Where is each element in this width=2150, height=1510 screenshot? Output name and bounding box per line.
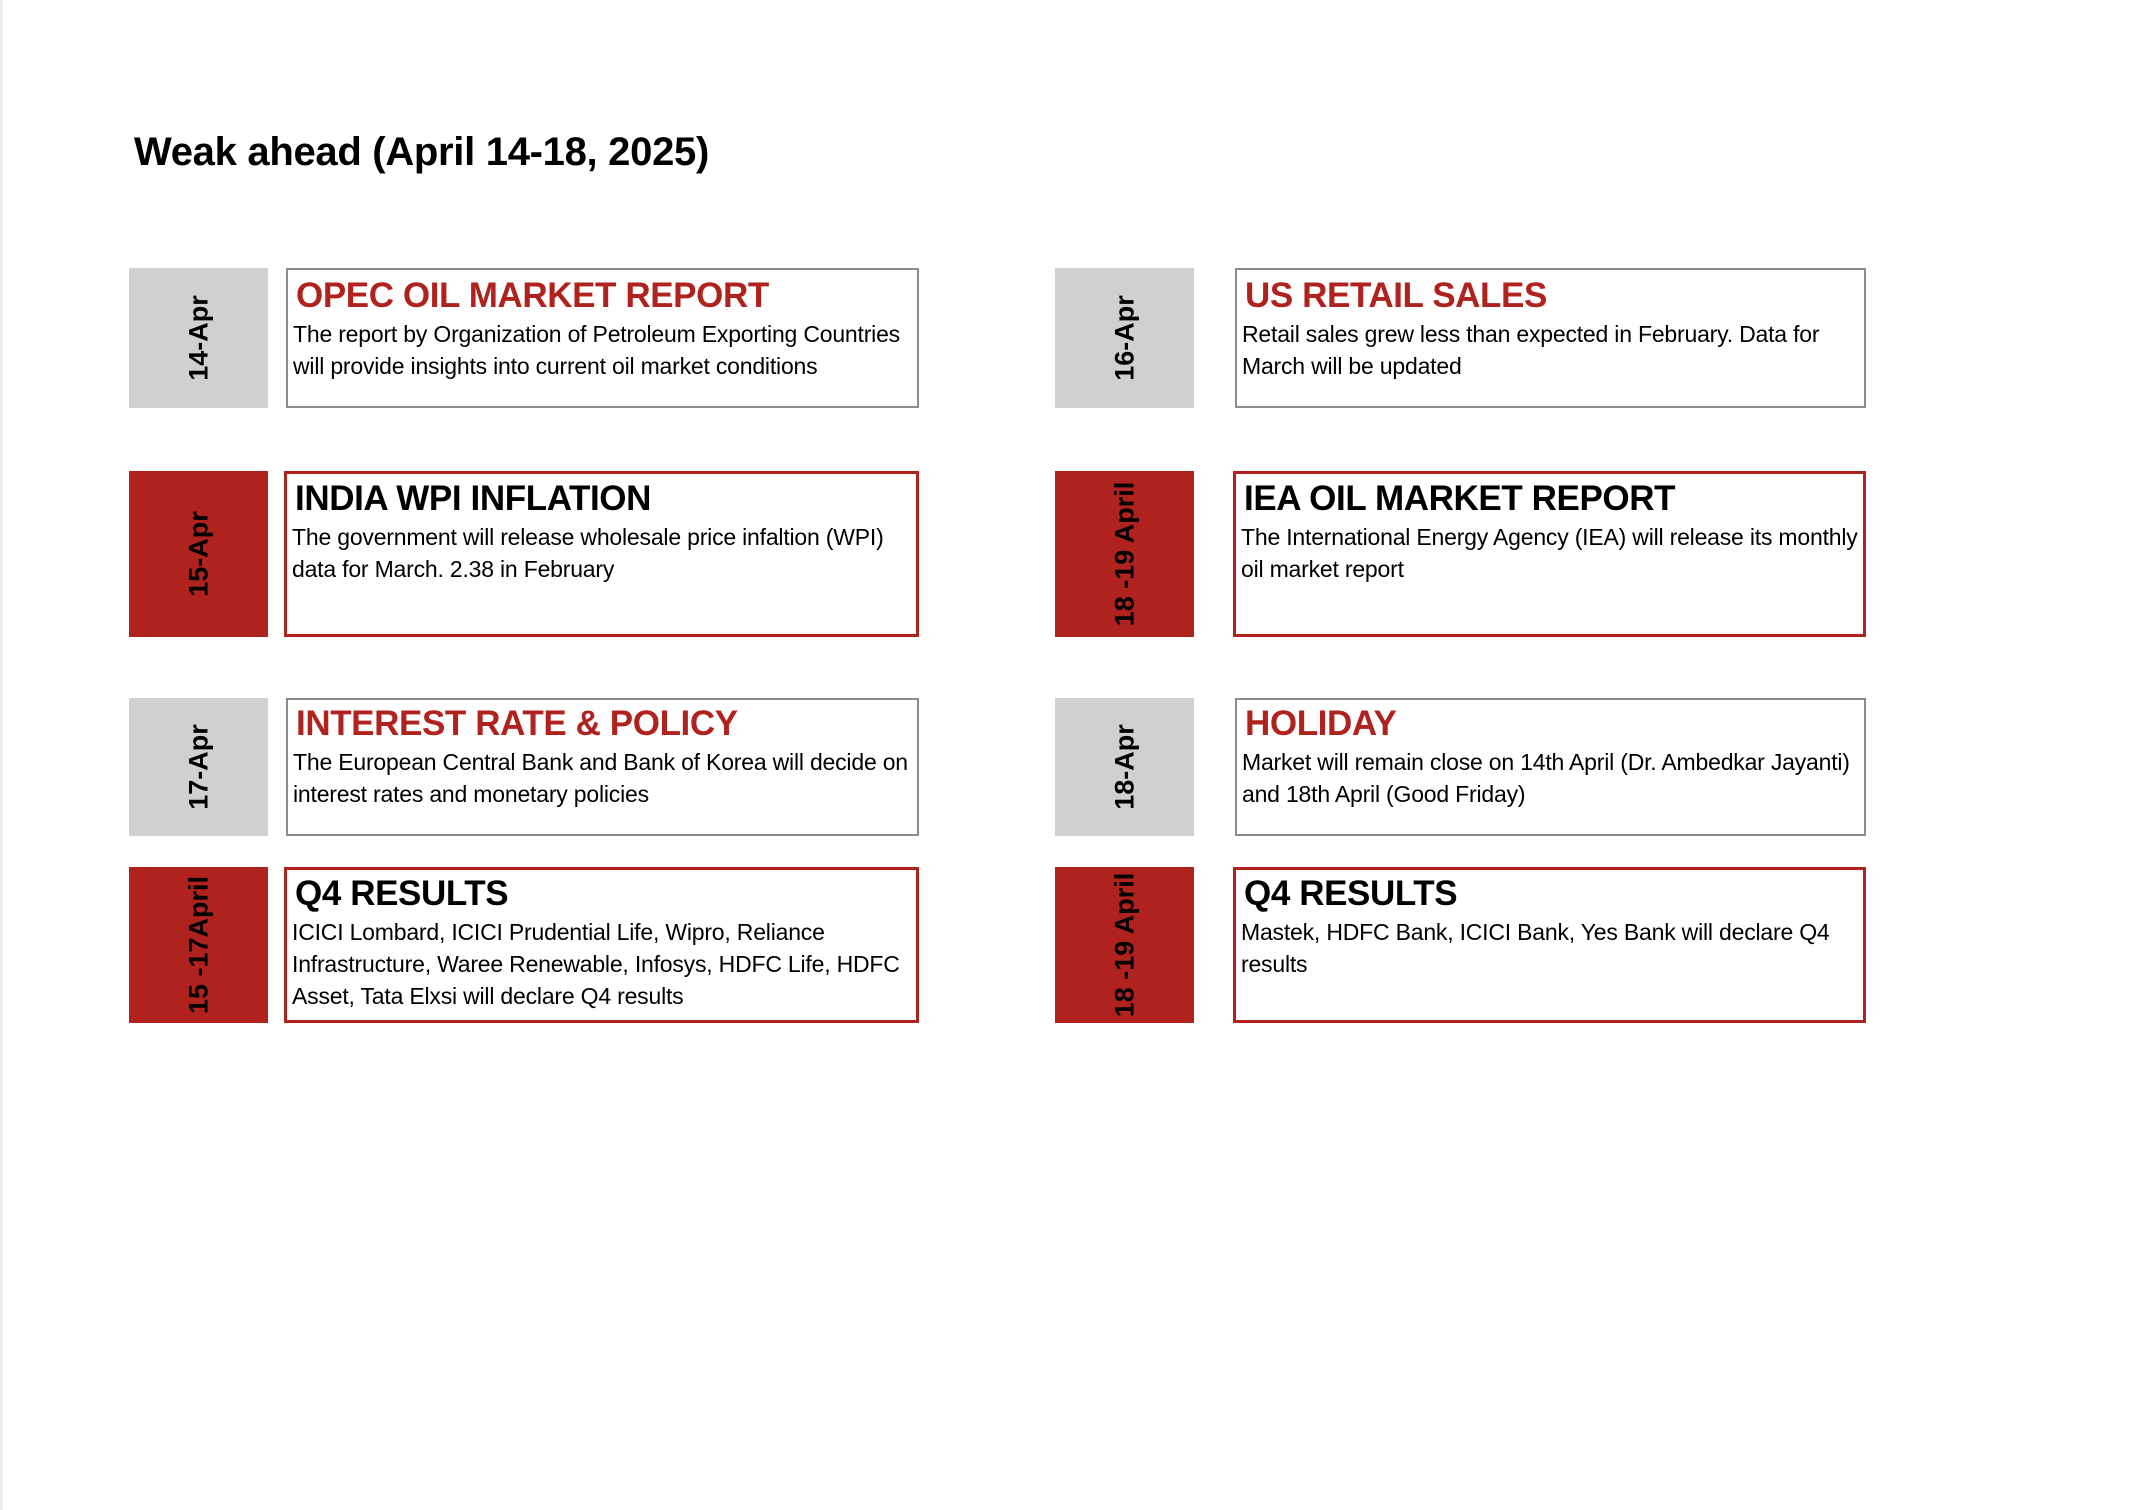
event-date: 17-Apr [183,724,213,810]
event-card [286,268,919,408]
event-title: US RETAIL SALES [1245,276,1547,315]
event-date: 18 -19 April [1109,481,1139,627]
event-q4-results-right [1055,867,1866,1023]
event-card [1233,867,1866,1023]
event-date: 15 -17April [183,875,213,1015]
event-date-box [129,268,268,408]
event-card [284,471,919,637]
event-title: INTEREST RATE & POLICY [296,704,738,743]
event-description: The International Energy Agency (IEA) will release its monthly oil market report [1241,524,1858,582]
event-description: Market will remain close on 14th April (Dr. Ambedkar Jayanti) and 18th April (Good Friday) [1242,749,1850,807]
event-title: IEA OIL MARKET REPORT [1244,479,1676,518]
event-card [1233,471,1866,637]
event-holiday [1055,698,1866,836]
event-q4-results-left [129,867,919,1023]
event-card [284,867,919,1023]
event-date-box [129,867,268,1023]
event-title: HOLIDAY [1245,704,1397,743]
event-date: 16-Apr [1109,295,1139,381]
event-date: 18 -19 April [1109,872,1139,1018]
event-description: The European Central Bank and Bank of Korea will decide on interest rates and monetary policies [293,749,908,807]
event-card [1235,698,1866,836]
event-iea-oil-market-report [1055,471,1866,637]
event-date-box [1055,867,1194,1023]
event-title: OPEC OIL MARKET REPORT [296,276,769,315]
event-date-box [1055,268,1194,408]
event-date: 18-Apr [1109,724,1139,810]
event-description: ICICI Lombard, ICICI Prudential Life, Wipro, Reliance Infrastructure, Waree Renewable, Infosys, HDFC Life, HDFC Asset, Tata Elxsi will declare Q4 results [292,919,900,1009]
event-us-retail-sales [1055,268,1866,408]
page-title: Weak ahead (April 14-18, 2025) [134,130,709,174]
event-card [1235,268,1866,408]
event-date-box [129,698,268,836]
event-title: INDIA WPI INFLATION [295,479,651,518]
event-india-wpi-inflation [129,471,919,637]
event-description: Mastek, HDFC Bank, ICICI Bank, Yes Bank will declare Q4 results [1241,919,1830,977]
event-title: Q4 RESULTS [1244,874,1458,913]
event-date-box [129,471,268,637]
event-date-box [1055,698,1194,836]
event-interest-rate-policy [129,698,919,836]
event-description: Retail sales grew less than expected in February. Data for March will be updated [1242,321,1820,379]
event-date: 14-Apr [183,295,213,381]
event-title: Q4 RESULTS [295,874,509,913]
page-left-edge [0,0,3,1510]
event-description: The report by Organization of Petroleum Exporting Countries will provide insights into current oil market conditions [293,321,900,379]
event-date: 15-Apr [183,511,213,597]
event-opec-oil-market-report [129,268,919,408]
event-description: The government will release wholesale price infaltion (WPI) data for March. 2.38 in February [292,524,884,582]
event-date-box [1055,471,1194,637]
event-card [286,698,919,836]
